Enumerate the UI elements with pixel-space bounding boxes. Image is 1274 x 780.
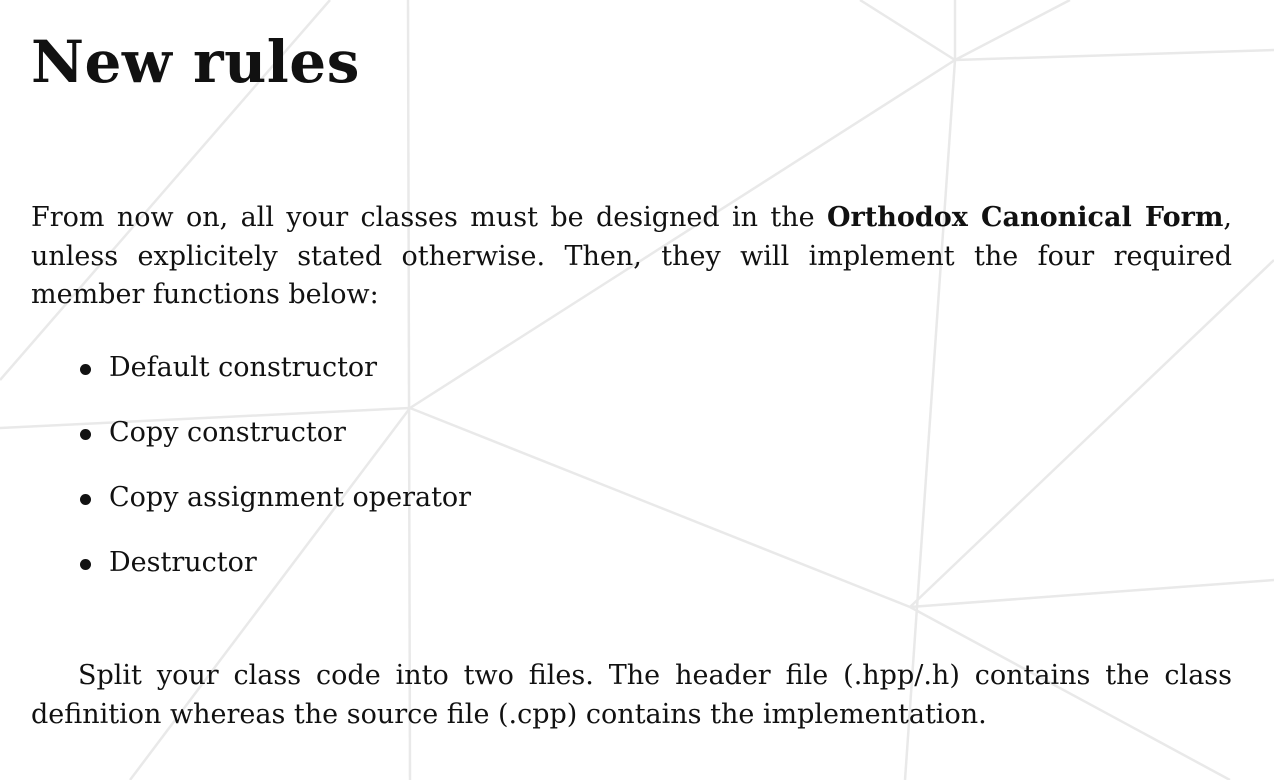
bullet-icon — [80, 429, 91, 440]
intro-paragraph — [31, 199, 1232, 315]
list-item-label: Copy constructor — [109, 417, 346, 448]
bullet-icon — [80, 364, 91, 375]
page-title: New rules — [31, 28, 360, 96]
intro-text-end: , unless explicitely stated otherwise. Then, they will implement the four required member functions below: — [31, 202, 1233, 310]
list-item-label: Copy assignment operator — [109, 482, 472, 513]
list-item — [76, 479, 471, 544]
member-functions-list — [76, 349, 471, 609]
bullet-icon — [80, 494, 91, 505]
bullet-icon — [80, 559, 91, 570]
list-item-label: Default constructor — [109, 352, 378, 383]
intro-text-start: From now on, all your classes must be designed in the — [31, 202, 827, 233]
outro-paragraph: Split your class code into two files. The header file (.hpp/.h) contains the class definition whereas the source file (.cpp) contains the implementation. — [31, 660, 1232, 730]
list-item — [76, 349, 471, 414]
list-item-label: Destructor — [109, 547, 257, 578]
list-item — [76, 544, 471, 609]
intro-bold-term: Orthodox Canonical Form — [827, 202, 1224, 233]
list-item — [76, 414, 471, 479]
